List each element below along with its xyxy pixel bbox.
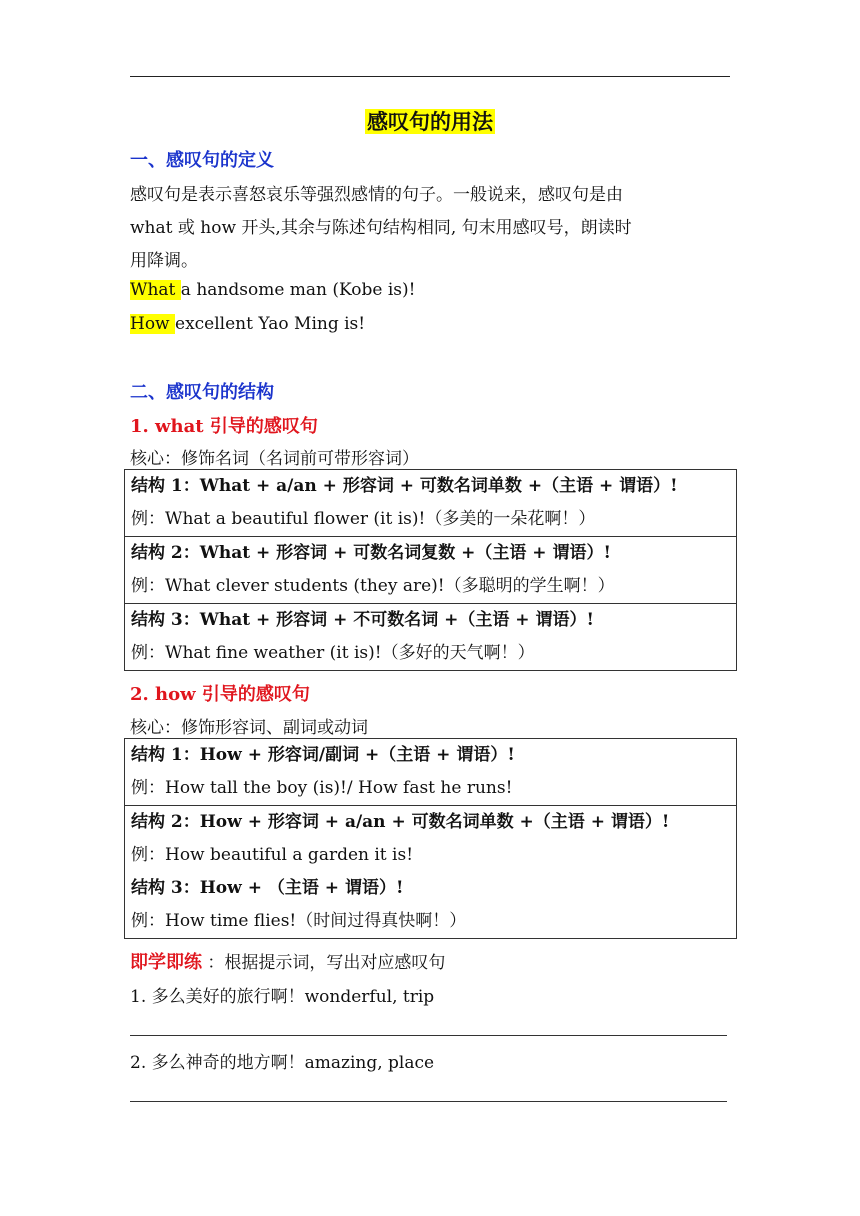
what-structure-row-1: 结构 1：What + a/an + 形容词 + 可数名词单数 +（主语 + 谓语）! 例：What a beautiful flower (it is)!（多美的一朵花啊！）	[131, 476, 678, 529]
answer-line-2[interactable]	[130, 1101, 727, 1102]
practice-item-2: 2. 多么神奇的地方啊！amazing, place	[130, 1053, 435, 1073]
what-structure-row-2: 结构 2：What + 形容词 + 可数名词复数 +（主语 + 谓语）! 例：What clever students (they are)!（多聪明的学生啊！）	[125, 536, 736, 603]
example-what: What a handsome man (Kobe is)!	[130, 280, 416, 300]
what-structure-table	[124, 469, 737, 671]
how-core: 核心：修饰形容词、副词或动词	[130, 718, 368, 738]
how-heading: 2. how 引导的感叹句	[130, 684, 310, 705]
header-rule	[130, 76, 730, 77]
example-how: How excellent Yao Ming is!	[130, 314, 366, 334]
how-structure-row-1: 结构 1：How + 形容词/副词 +（主语 + 谓语）! 例：How tall the boy (is)!/ How fast he runs!	[131, 745, 515, 798]
what-core: 核心：修饰名词（名词前可带形容词）	[130, 449, 419, 469]
practice-header	[130, 948, 445, 974]
how-structure-table	[124, 738, 737, 939]
practice-item-1: 1. 多么美好的旅行啊！wonderful, trip	[130, 987, 435, 1007]
page-title: 感叹句的用法	[367, 109, 493, 134]
how-structure-row-2: 结构 2：How + 形容词 + a/an + 可数名词单数 +（主语 + 谓语）! 例：How beautiful a garden it is! 结构 3：How + （主语 + 谓语）! 例：How time flies!（时间过得真快啊！）	[125, 805, 736, 938]
highlight-how: How	[130, 314, 176, 334]
definition-line-3: 用降调。	[130, 251, 198, 271]
highlight-what: What	[130, 280, 181, 300]
answer-line-1[interactable]	[130, 1035, 727, 1036]
what-structure-row-3: 结构 3：What + 形容词 + 不可数名词 +（主语 + 谓语）! 例：What fine weather (it is)!（多好的天气啊！）	[125, 603, 736, 670]
definition-line-1: 感叹句是表示喜怒哀乐等强烈感情的句子。一般说来，感叹句是由	[130, 185, 623, 205]
practice-label: 即学即练	[130, 952, 202, 973]
section2-heading: 二、感叹句的结构	[130, 382, 274, 403]
practice-instruction: ：根据提示词，写出对应感叹句	[207, 953, 446, 973]
section1-heading: 一、感叹句的定义	[130, 150, 274, 171]
what-heading: 1. what 引导的感叹句	[130, 416, 318, 437]
definition-line-2: what 或 how 开头,其余与陈述句结构相同, 句末用感叹号，朗读时	[130, 218, 632, 238]
